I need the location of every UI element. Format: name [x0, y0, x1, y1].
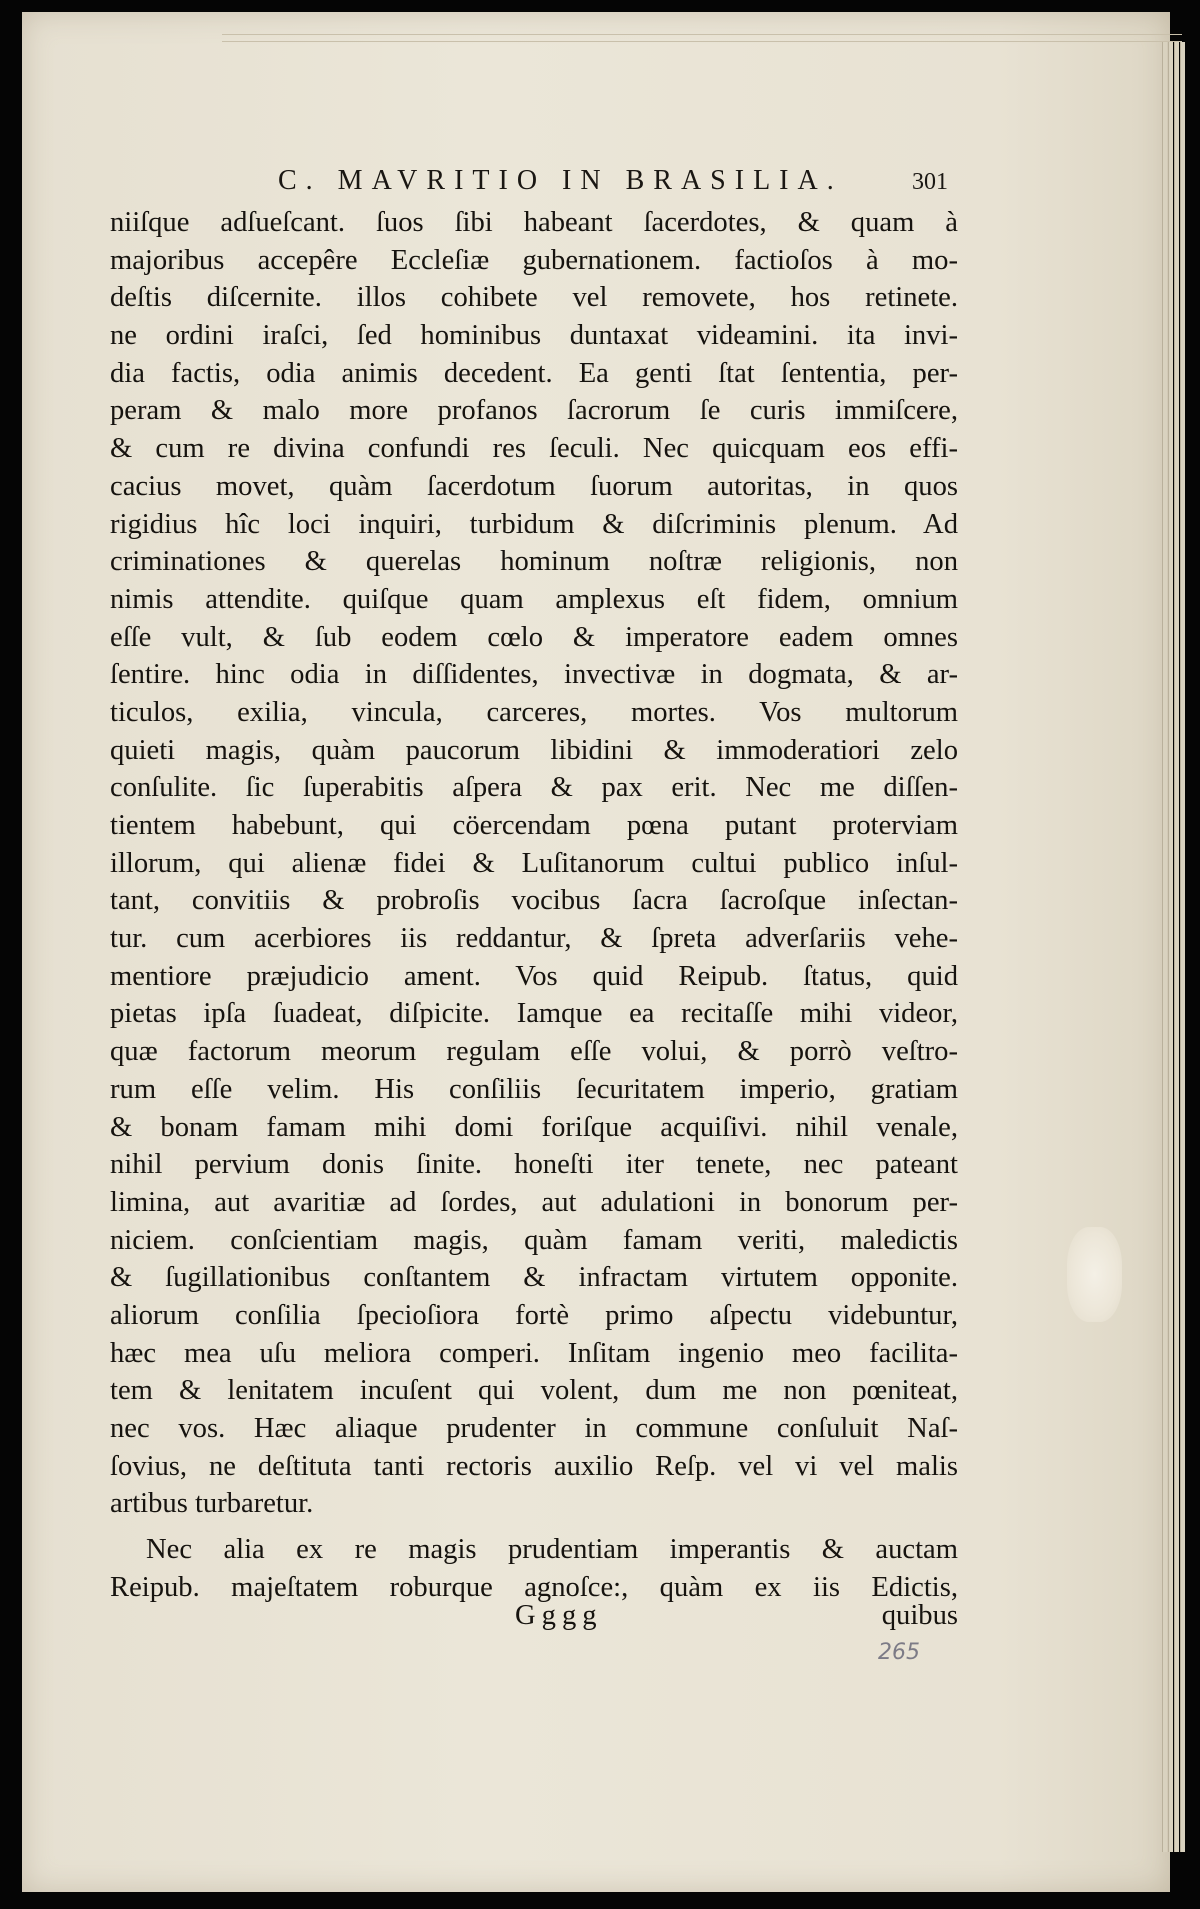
text-line: niciem. conſcientiam magis, quàm famam veriti, maledictis	[110, 1224, 958, 1256]
text-line: ſentire. hinc odia in diſſidentes, invectivæ in dogmata, & ar-	[110, 659, 958, 691]
body-text	[110, 204, 958, 1606]
text-line: cacius movet, quàm ſacerdotum ſuorum autoritas, in quos	[110, 470, 958, 502]
paragraph-1	[110, 204, 958, 1523]
text-line: quæ factorum meorum regulam eſſe volui, & porrò veſtro-	[110, 1036, 958, 1068]
text-line: criminationes & querelas hominum noſtræ religionis, non	[110, 546, 958, 578]
pencil-annotation: 265	[878, 1640, 920, 1665]
text-line: dia factis, odia animis decedent. Ea genti ſtat ſententia, per-	[110, 357, 958, 389]
text-line: pietas ipſa ſuadeat, diſpicite. Iamque ea recitaſſe mihi videor,	[110, 998, 958, 1030]
text-line: nihil pervium donis ſinite. honeſti iter tenete, nec pateant	[110, 1149, 958, 1181]
page-footer	[110, 1600, 958, 1640]
text-line: illorum, qui alienæ fidei & Luſitanorum cultui publico inſul-	[110, 847, 958, 879]
text-line: tur. cum acerbiores iis reddantur, & ſpreta adverſariis vehe-	[110, 923, 958, 955]
text-line: aliorum conſilia ſpecioſiora fortè primo aſpectu videbuntur,	[110, 1299, 958, 1331]
text-line: rum eſſe velim. His conſiliis ſecuritatem imperio, gratiam	[110, 1073, 958, 1105]
text-line: ticulos, exilia, vincula, carceres, mortes. Vos multorum	[110, 696, 958, 728]
text-line: quieti magis, quàm paucorum libidini & immoderatiori zelo	[110, 734, 958, 766]
text-line: ſovius, ne deſtituta tanti rectoris auxilio Reſp. vel vi vel malis	[110, 1450, 958, 1482]
text-line: majoribus accepêre Eccleſiæ gubernationem. factioſos à mo-	[110, 244, 958, 276]
paper-stain	[1067, 1227, 1122, 1322]
page-edge	[1162, 42, 1167, 1852]
text-line: tientem habebunt, qui cöercendam pœna putant proterviam	[110, 810, 958, 841]
text-line: niiſque adſueſcant. ſuos ſibi habeant ſacerdotes, & quam à	[110, 207, 958, 238]
text-line: & cum re divina confundi res ſeculi. Nec quicquam eos effi-	[110, 433, 958, 465]
text-line: & ſugillationibus conſtantem & infractam virtutem opponite.	[110, 1262, 958, 1294]
text-line: mentiore præjudicio ament. Vos quid Reipub. ſtatus, quid	[110, 960, 958, 992]
text-line: tem & lenitatem incuſent qui volent, dum me non pœniteat,	[110, 1375, 958, 1407]
text-line: hæc mea uſu meliora comperi. Inſitam ingenio meo facilita-	[110, 1337, 958, 1369]
text-line: tant, convitiis & probroſis vocibus ſacra ſacroſque inſectan-	[110, 885, 958, 917]
text-line: deſtis diſcernite. illos cohibete vel removete, hos retinete.	[110, 282, 958, 314]
page-number: 301	[912, 169, 948, 195]
page-header	[108, 165, 948, 201]
text-line: Nec alia ex re magis prudentiam imperantis & auctam	[146, 1534, 958, 1566]
text-line: eſſe vult, & ſub eodem cœlo & imperatore eadem omnes	[110, 621, 958, 653]
text-line: nec vos. Hæc aliaque prudenter in commune conſuluit Naſ-	[110, 1413, 958, 1444]
text-line: nimis attendite. quiſque quam amplexus eſt fidem, omnium	[110, 583, 958, 615]
page-edge	[1168, 42, 1173, 1852]
text-line: limina, aut avaritiæ ad ſordes, aut adulationi in bonorum per-	[110, 1186, 958, 1218]
paragraph-2	[110, 1531, 958, 1606]
text-line: rigidius hîc loci inquiri, turbidum & diſcriminis plenum. Ad	[110, 508, 958, 540]
text-line: peram & malo more profanos ſacrorum ſe curis immiſcere,	[110, 395, 958, 427]
text-line: ne ordini iraſci, ſed hominibus duntaxat videamini. ita invi-	[110, 320, 958, 352]
catchword: quibus	[881, 1600, 958, 1631]
text-line: & bonam famam mihi domi foriſque acquiſivi. nihil venale,	[110, 1111, 958, 1143]
page-edge	[1180, 42, 1185, 1852]
text-line: artibus turbaretur.	[110, 1488, 314, 1520]
signature-mark: Gggg	[515, 1600, 603, 1631]
text-line: conſulite. ſic ſuperabitis aſpera & pax erit. Nec me diſſen-	[110, 772, 958, 804]
page-edge-top	[222, 34, 1182, 42]
text-line: Reipub. majeſtatem roburque agnoſce:, quàm ex iis Edictis,	[110, 1571, 958, 1603]
page-edge	[1174, 42, 1179, 1852]
running-head: C. MAVRITIO IN BRASILIA.	[278, 165, 843, 196]
